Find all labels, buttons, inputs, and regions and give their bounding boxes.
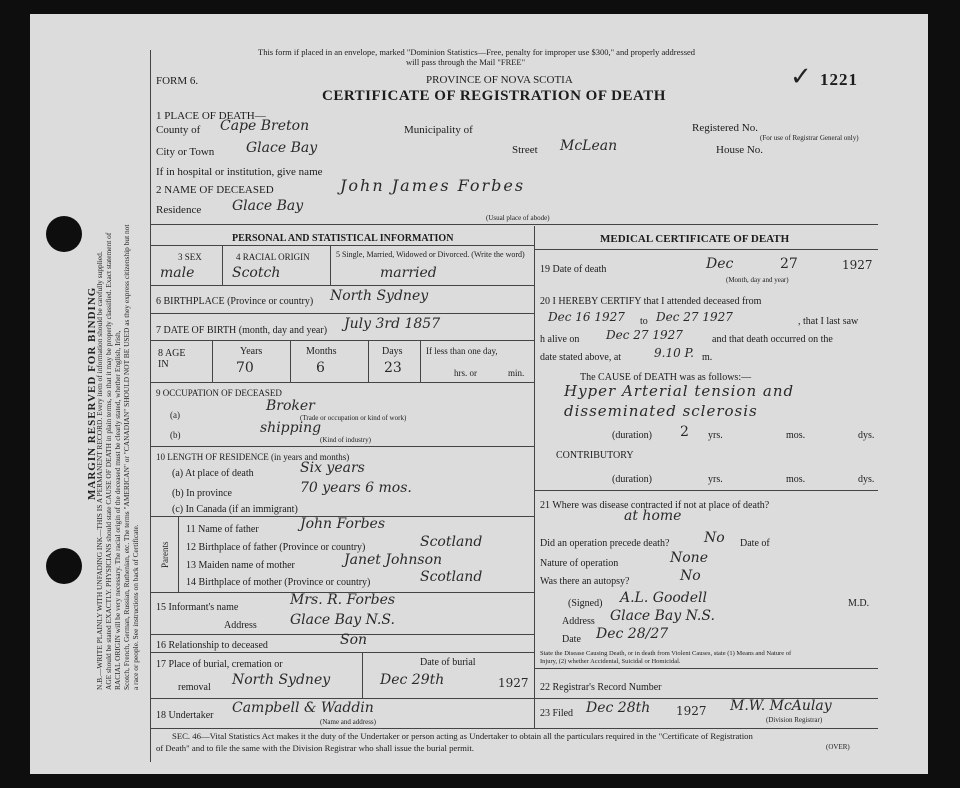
- residence-a-value: Six years: [300, 460, 365, 476]
- burial-label: 17 Place of burial, cremation or: [156, 659, 283, 670]
- min-label: min.: [508, 368, 525, 378]
- signed-label: (Signed): [568, 598, 603, 609]
- page-title: CERTIFICATE OF REGISTRATION OF DEATH: [322, 88, 666, 104]
- undertaker-label: 18 Undertaker: [156, 710, 214, 721]
- autopsy-label: Was there an autopsy?: [540, 576, 630, 587]
- occupation-b-label: (b): [170, 430, 181, 440]
- record-number-label: 22 Registrar's Record Number: [540, 682, 662, 693]
- operation-value: No: [704, 530, 725, 546]
- rule-occupation: [150, 446, 534, 447]
- margin-title: MARGIN RESERVED FOR BINDING: [86, 286, 98, 500]
- m-label: m.: [702, 352, 713, 363]
- birthplace-label: 6 BIRTHPLACE (Province or country): [156, 296, 314, 307]
- marital-value: married: [380, 265, 437, 281]
- contracted-value: at home: [624, 508, 682, 524]
- left-border: [150, 50, 151, 762]
- dob-value: July 3rd 1857: [344, 316, 441, 332]
- municipality-label: Municipality of: [404, 124, 473, 136]
- father-value: John Forbes: [300, 516, 386, 532]
- informant-address-label: Address: [224, 620, 257, 631]
- mother-value: Janet Johnson: [344, 552, 443, 568]
- dys-label-2: dys.: [858, 474, 875, 485]
- age-years-value: 70: [236, 360, 254, 376]
- occupation-a-note: (Trade or occupation or kind of work): [300, 414, 407, 422]
- age-divider-2: [290, 340, 291, 382]
- age-label: 8 AGE IN: [158, 348, 186, 370]
- cause-line-2: disseminated sclerosis: [564, 402, 758, 420]
- death-date-label: 19 Date of death: [540, 264, 607, 275]
- burial-year-value: 1927: [498, 676, 529, 690]
- informant-label: 15 Informant's name: [156, 602, 239, 613]
- physician-date-label: Date: [562, 634, 581, 645]
- operation-label: Did an operation precede death?: [540, 538, 670, 549]
- residence-a-label: (a) At place of death: [172, 468, 254, 479]
- filed-year-value: 1927: [676, 704, 707, 718]
- certificate-number: 1221: [820, 70, 858, 89]
- violent-causes-note-2: Injury, (2) whether Accidental, Suicidal or Homicidal.: [540, 658, 681, 665]
- physician-address-label: Address: [562, 616, 595, 627]
- attended-to-label: to: [640, 316, 648, 327]
- duration-label-1: (duration): [612, 430, 652, 441]
- contracted-label: 21 Where was disease contracted if not at place of death?: [540, 500, 770, 511]
- margin-note-5: a race or people. See instructions on back of Certificate.: [131, 524, 140, 690]
- rule-undertaker: [150, 728, 878, 729]
- relationship-value: Son: [340, 632, 368, 648]
- street-value: McLean: [560, 138, 618, 154]
- sex-value: male: [160, 265, 195, 281]
- alive-label: h alive on: [540, 334, 580, 345]
- rule-medical-heading: [534, 249, 878, 250]
- personal-heading: PERSONAL AND STATISTICAL INFORMATION: [232, 233, 454, 244]
- filed-label: 23 Filed: [540, 708, 574, 719]
- rule-med-registrar: [534, 668, 878, 669]
- alive-on-value: Dec 27 1927: [606, 328, 683, 342]
- death-date-month: Dec: [706, 256, 734, 272]
- father-birthplace-label: 12 Birthplace of father (Province or country): [186, 542, 366, 553]
- mother-birthplace-label: 14 Birthplace of mother (Province or country): [186, 577, 371, 588]
- occupation-value: Broker: [266, 398, 315, 414]
- death-date-day: 27: [780, 256, 798, 272]
- mos-label-1: mos.: [786, 430, 806, 441]
- column-divider: [534, 226, 535, 728]
- stated-label: date stated above, at: [540, 352, 622, 363]
- duration-value: 2: [680, 424, 689, 440]
- age-days-value: 23: [384, 360, 402, 376]
- mother-label: 13 Maiden name of mother: [186, 560, 295, 571]
- check-mark: ✓: [790, 62, 812, 91]
- months-label: Months: [306, 346, 337, 357]
- duration-label-2: (duration): [612, 474, 652, 485]
- house-label: House No.: [716, 144, 764, 156]
- years-label: Years: [240, 346, 263, 357]
- undertaker-note: (Name and address): [320, 718, 376, 726]
- father-birthplace-value: Scotland: [420, 534, 483, 550]
- mail-notice-2: will pass through the Mail "FREE": [406, 57, 526, 67]
- rule-birthplace: [150, 313, 534, 314]
- death-time-value: 9.10 P.: [654, 346, 694, 360]
- less-than-day-label: If less than one day,: [426, 346, 498, 356]
- autopsy-value: No: [680, 568, 701, 584]
- physician-address-value: Glace Bay N.S.: [610, 608, 715, 624]
- violent-causes-note-1: State the Disease Causing Death, or in death from Violent Causes, state (1) Means and Nature of: [540, 650, 792, 657]
- registrar-note: (For use of Registrar General only): [760, 134, 859, 142]
- mail-notice-1: This form if placed in an envelope, marked "Dominion Statistics—Free, penalty for improper use $300," and properly addressed: [258, 47, 696, 57]
- rule-med-contributory: [534, 490, 878, 491]
- industry-value: shipping: [260, 420, 322, 436]
- death-date-note: (Month, day and year): [726, 276, 789, 284]
- occupation-label: 9 OCCUPATION OF DECEASED: [156, 388, 282, 398]
- cause-line-1: Hyper Arterial tension and: [564, 382, 795, 400]
- rule-personal-heading: [150, 245, 534, 246]
- division-registrar-signature: M.W. McAulay: [730, 698, 832, 714]
- age-divider-4: [420, 340, 421, 382]
- rule-relationship: [150, 652, 534, 653]
- hrs-label: hrs. or: [454, 368, 477, 378]
- undertaker-value: Campbell & Waddin: [232, 700, 374, 716]
- residence-length-heading: 10 LENGTH OF RESIDENCE (in years and months): [156, 452, 350, 462]
- deceased-name-label: 2 NAME OF DECEASED: [156, 184, 274, 196]
- registered-label: Registered No.: [692, 122, 758, 134]
- racial-origin-value: Scotch: [232, 265, 281, 281]
- occupation-a-label: (a): [170, 410, 180, 420]
- attended-from: Dec 16 1927: [548, 310, 625, 324]
- age-divider-3: [368, 340, 369, 382]
- rule-sex-row: [150, 285, 534, 286]
- residence-note: (Usual place of abode): [486, 214, 550, 222]
- rule-age: [150, 382, 534, 383]
- hospital-label: If in hospital or institution, give name: [156, 166, 323, 178]
- age-divider-1: [212, 340, 213, 382]
- dob-label: 7 DATE OF BIRTH (month, day and year): [156, 325, 328, 336]
- residence-b-value: 70 years 6 mos.: [300, 480, 412, 496]
- sec46-line-2: of Death" and to file the same with the Division Registrar who shall issue the burial permit.: [156, 743, 474, 753]
- deceased-name-value: John James Forbes: [340, 176, 526, 195]
- margin-note-1: N.B.—WRITE PLAINLY WITH UNFADING INK—THIS IS A PERMANENT RECORD. Every item of information should be carefully supplied.: [95, 251, 104, 690]
- father-label: 11 Name of father: [186, 524, 259, 535]
- street-label: Street: [512, 144, 538, 156]
- province-label: PROVINCE OF NOVA SCOTIA: [426, 74, 573, 86]
- nature-value: None: [670, 550, 708, 566]
- days-label: Days: [382, 346, 403, 357]
- sex-label: 3 SEX: [178, 252, 202, 262]
- informant-address-value: Glace Bay N.S.: [290, 612, 395, 628]
- last-saw-label: , that I last saw: [798, 316, 859, 327]
- contributory-label: CONTRIBUTORY: [556, 450, 634, 461]
- burial-date-value: Dec 29th: [380, 672, 445, 688]
- relationship-label: 16 Relationship to deceased: [156, 640, 268, 651]
- removal-label: removal: [178, 682, 211, 693]
- death-date-year: 1927: [842, 258, 873, 272]
- cause-label: The CAUSE of DEATH was as follows:—: [580, 372, 752, 383]
- form-number: FORM 6.: [156, 75, 199, 87]
- age-months-value: 6: [316, 360, 325, 376]
- filed-value: Dec 28th: [586, 700, 651, 716]
- parents-divider: [178, 516, 179, 592]
- residence-label: Residence: [156, 204, 202, 216]
- yrs-label-2: yrs.: [708, 474, 723, 485]
- mother-birthplace-value: Scotland: [420, 569, 483, 585]
- city-value: Glace Bay: [246, 140, 318, 156]
- rule-dob: [150, 340, 534, 341]
- racial-origin-label: 4 RACIAL ORIGIN: [236, 252, 310, 262]
- yrs-label-1: yrs.: [708, 430, 723, 441]
- burial-place-value: North Sydney: [232, 672, 331, 688]
- residence-c-label: (c) In Canada (if an immigrant): [172, 504, 298, 515]
- mos-label-2: mos.: [786, 474, 806, 485]
- division-registrar-note: (Division Registrar): [766, 716, 823, 724]
- burial-divider: [362, 652, 363, 698]
- parents-label: Parents: [160, 541, 170, 568]
- margin-note-4: Scotch, French, German, Russian, Ruthenian, etc. The terms "AMERICAN" or "CANADIAN" SHOULD NOT BE USED as they express citizenship but not: [122, 224, 131, 690]
- place-of-death-heading: 1 PLACE OF DEATH—: [156, 110, 266, 122]
- attended-to: Dec 27 1927: [656, 310, 733, 324]
- residence-value: Glace Bay: [232, 198, 304, 214]
- nature-label: Nature of operation: [540, 558, 619, 569]
- occupation-b-note: (Kind of industry): [320, 436, 371, 444]
- sex-divider-2: [330, 245, 331, 285]
- dys-label-1: dys.: [858, 430, 875, 441]
- certify-label: 20 I HEREBY CERTIFY that I attended deceased from: [540, 296, 762, 307]
- punch-hole-top: [46, 216, 82, 252]
- occurred-label: and that death occurred on the: [712, 334, 833, 345]
- md-label: M.D.: [848, 598, 870, 609]
- physician-signature: A.L. Goodell: [620, 590, 708, 606]
- operation-date-label: Date of: [740, 538, 770, 549]
- marital-label: 5 Single, Married, Widowed or Divorced. (Write the word): [336, 250, 525, 259]
- city-label: City or Town: [156, 146, 215, 158]
- burial-date-label: Date of burial: [420, 657, 476, 668]
- residence-b-label: (b) In province: [172, 488, 232, 499]
- county-label: County of: [156, 124, 201, 136]
- over-label: (OVER): [826, 743, 850, 751]
- sec46-line-1: SEC. 46—Vital Statistics Act makes it the duty of the Undertaker or person acting as Undertaker to obtain all the particulars required in the "Certificate of Registration: [172, 731, 753, 741]
- margin-note-3: RACIAL ORIGIN will be very necessary. The racial origin of the deceased must be clearly stated, whether English, Irish,: [113, 330, 122, 690]
- sex-divider-1: [222, 245, 223, 285]
- birthplace-value: North Sydney: [330, 288, 429, 304]
- informant-value: Mrs. R. Forbes: [290, 592, 396, 608]
- physician-date-value: Dec 28/27: [596, 626, 669, 642]
- margin-note-2: AGE should be stated EXACTLY. PHYSICIANS should state CAUSE OF DEATH in plain terms, so that it may be properly classified. Exact statement of: [104, 232, 113, 690]
- county-value: Cape Breton: [220, 118, 310, 134]
- rule-top-header: [150, 224, 878, 225]
- punch-hole-bottom: [46, 548, 82, 584]
- medical-heading: MEDICAL CERTIFICATE OF DEATH: [600, 233, 790, 245]
